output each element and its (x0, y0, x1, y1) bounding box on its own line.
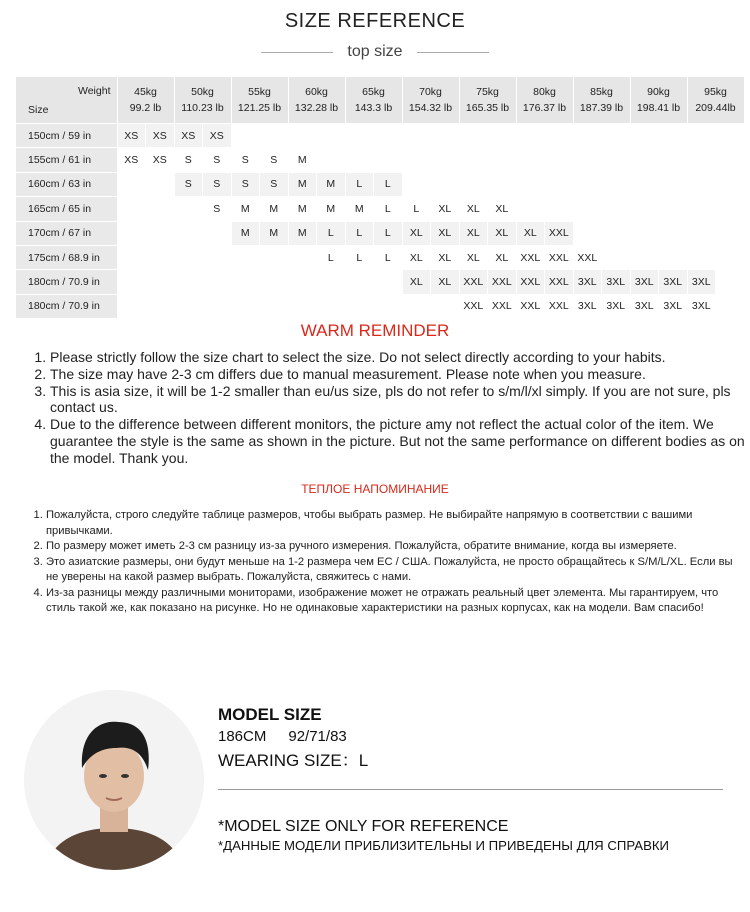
size-cell (231, 124, 260, 148)
size-cell: S (231, 172, 260, 196)
weight-lb: 143.3 lb (354, 102, 393, 114)
size-cell: XL (516, 221, 545, 245)
reminder-item: 1. Please strictly follow the size chart to select the size. Do not select directly according to your habits. (50, 349, 750, 366)
size-cell (288, 245, 317, 269)
size-cell (174, 270, 203, 294)
size-cell: S (174, 148, 203, 172)
size-cell (659, 148, 688, 172)
size-cell: L (345, 221, 374, 245)
model-height: 186CM (218, 728, 267, 745)
size-cell: L (374, 197, 403, 221)
size-cell (545, 197, 574, 221)
size-cell: XL (431, 221, 460, 245)
size-cell: M (231, 221, 260, 245)
size-cell: XS (146, 148, 175, 172)
size-cell (602, 124, 631, 148)
model-note-ru: *ДАННЫЕ МОДЕЛИ ПРИБЛИЗИТЕЛЬНЫ И ПРИВЕДЕНЫ ДЛЯ СПРАВКИ (218, 838, 670, 853)
size-cell: XL (431, 245, 460, 269)
size-cell: M (288, 221, 317, 245)
size-cell (573, 221, 602, 245)
table-row (16, 270, 744, 294)
size-cell (602, 148, 631, 172)
reminder-item: 3. This is asia size, it will be 1-2 smaller than eu/us size, pls do not refer to s/m/l/xl simply. If you are not sure, pls contact us. (50, 383, 750, 417)
size-cell (602, 197, 631, 221)
size-cell (345, 270, 374, 294)
size-cell (117, 294, 146, 318)
size-cell: XS (203, 124, 232, 148)
reminder-item: 2. The size may have 2-3 cm differs due to manual measurement. Please note when you measure. (50, 366, 750, 383)
page-title: SIZE REFERENCE (284, 10, 466, 32)
weight-kg: 90kg (647, 86, 670, 98)
size-cell: XL (459, 245, 488, 269)
size-cell (716, 245, 745, 269)
size-cell (402, 172, 431, 196)
weight-lb: 198.41 lb (636, 102, 681, 114)
weight-header (231, 77, 288, 124)
height-label: 175cm / 68.9 in (16, 245, 117, 269)
size-cell: XL (402, 270, 431, 294)
size-cell: 3XL (573, 270, 602, 294)
size-cell (288, 124, 317, 148)
size-cell: L (374, 221, 403, 245)
weight-kg: 95kg (704, 86, 727, 98)
reminder-item: 4. Due to the difference between different monitors, the picture amy not reflect the actual color of the item. We guarantee the style is the same as shown in the picture. But not the same performance on different bodies as on the model. Thank you. (50, 416, 750, 466)
size-cell: M (231, 197, 260, 221)
table-row (16, 124, 744, 148)
size-cell: XL (459, 197, 488, 221)
size-cell (260, 124, 289, 148)
subtitle-line-right (417, 52, 489, 53)
size-cell (288, 294, 317, 318)
size-cell (374, 124, 403, 148)
warm-reminder-title: WARM REMINDER (300, 321, 450, 340)
size-cell: S (174, 172, 203, 196)
height-label: 180cm / 70.9 in (16, 294, 117, 318)
size-cell: M (260, 221, 289, 245)
size-cell (345, 294, 374, 318)
size-cell (630, 172, 659, 196)
size-cell (545, 148, 574, 172)
size-cell: 3XL (602, 270, 631, 294)
size-cell: XXL (516, 294, 545, 318)
reminder-ru-item: 4. Из-за разницы между различными мониторами, изображение может не отражать реальный цвет элемента. Мы гарантируем, что стиль такой же, как показано на рисунке. Но не одинаковые характеристики на разных корпусах, как на модели. Вам спасибо! (46, 586, 746, 617)
size-cell (117, 197, 146, 221)
page-subtitle: top size (347, 43, 403, 60)
size-cell (687, 221, 716, 245)
height-label: 180cm / 70.9 in (16, 270, 117, 294)
size-cell (402, 124, 431, 148)
size-cell (687, 124, 716, 148)
size-cell (231, 294, 260, 318)
height-label: 170cm / 67 in (16, 221, 117, 245)
reminder-ru-item: 1. Пожалуйста, строго следуйте таблице размеров, чтобы выбрать размер. Не выбирайте напрямую в соответствии с вашими привычками. (46, 508, 746, 539)
weight-header (402, 77, 459, 124)
size-cell (716, 197, 745, 221)
size-cell (716, 172, 745, 196)
size-cell (716, 294, 745, 318)
size-cell (659, 221, 688, 245)
size-cell (231, 245, 260, 269)
table-row (16, 197, 744, 221)
weight-kg: 50kg (191, 86, 214, 98)
height-label: 165cm / 65 in (16, 197, 117, 221)
size-cell (431, 172, 460, 196)
size-cell (374, 294, 403, 318)
weight-lb: 99.2 lb (129, 102, 162, 114)
size-cell: XS (117, 148, 146, 172)
size-cell (716, 124, 745, 148)
size-cell: XXL (545, 294, 574, 318)
size-cell (459, 148, 488, 172)
weight-kg: 60kg (305, 86, 328, 98)
size-cell (687, 245, 716, 269)
size-cell (146, 294, 175, 318)
size-cell (716, 221, 745, 245)
weight-header (459, 77, 516, 124)
table-corner (16, 77, 117, 124)
size-cell: L (317, 245, 346, 269)
size-cell (231, 270, 260, 294)
weight-kg: 75kg (476, 86, 499, 98)
size-cell (630, 148, 659, 172)
size-cell: XL (488, 197, 517, 221)
size-cell: XL (459, 221, 488, 245)
size-cell: M (317, 172, 346, 196)
size-cell (174, 221, 203, 245)
table-row (16, 148, 744, 172)
weight-header (345, 77, 402, 124)
size-cell (146, 270, 175, 294)
size-cell (146, 221, 175, 245)
size-cell (573, 148, 602, 172)
size-cell: S (231, 148, 260, 172)
model-measurements-line (218, 728, 347, 745)
size-cell (488, 148, 517, 172)
weight-lb: 121.25 lb (237, 102, 282, 114)
reminder-ru-item: 3. Это азиатские размеры, они будут меньше на 1-2 размера чем ЕС / США. Пожалуйста, не просто обращайтесь к S/M/L/XL. Если вы не уверены на какой размер выбрать. Пожалуйста, свяжитесь с нами. (46, 555, 746, 586)
size-cell: XXL (488, 270, 517, 294)
weight-header (687, 77, 744, 124)
size-cell: XXL (516, 270, 545, 294)
size-cell: XL (431, 270, 460, 294)
size-cell (687, 148, 716, 172)
size-cell (260, 294, 289, 318)
size-axis-label: Size (28, 104, 49, 116)
divider (218, 789, 723, 790)
subtitle-row (0, 42, 750, 62)
weight-lb: 165.35 lb (465, 102, 510, 114)
size-cell: S (260, 172, 289, 196)
size-cell (146, 197, 175, 221)
size-cell: 3XL (687, 294, 716, 318)
size-cell (317, 270, 346, 294)
size-cell: 3XL (659, 270, 688, 294)
size-cell (345, 124, 374, 148)
size-cell: 3XL (630, 294, 659, 318)
reminder-ru-item: 2. По размеру может иметь 2-3 см разницу из-за ручного измерения. Пожалуйста, обратите внимание, когда вы измеряете. (46, 539, 746, 555)
size-cell (345, 148, 374, 172)
size-cell: L (317, 221, 346, 245)
height-label: 150cm / 59 in (16, 124, 117, 148)
size-cell (117, 270, 146, 294)
height-label: 155cm / 61 in (16, 148, 117, 172)
size-cell (687, 197, 716, 221)
size-cell: XS (117, 124, 146, 148)
size-cell (174, 294, 203, 318)
size-cell (659, 245, 688, 269)
size-cell (260, 270, 289, 294)
size-cell (630, 221, 659, 245)
size-cell: XL (402, 221, 431, 245)
size-cell (374, 148, 403, 172)
size-cell (602, 172, 631, 196)
size-cell (146, 172, 175, 196)
size-cell: XL (488, 245, 517, 269)
size-cell: L (374, 172, 403, 196)
size-cell (459, 124, 488, 148)
weight-kg: 80kg (533, 86, 556, 98)
size-cell (431, 294, 460, 318)
size-cell: XL (402, 245, 431, 269)
height-label: 160cm / 63 in (16, 172, 117, 196)
size-cell: XS (174, 124, 203, 148)
size-cell (260, 245, 289, 269)
size-cell (630, 197, 659, 221)
size-cell (659, 197, 688, 221)
size-cell (203, 221, 232, 245)
size-cell (288, 270, 317, 294)
weight-lb: 187.39 lb (579, 102, 624, 114)
size-cell: XXL (488, 294, 517, 318)
weight-kg: 45kg (134, 86, 157, 98)
table-row (16, 172, 744, 196)
table-row (16, 294, 744, 318)
size-cell (573, 197, 602, 221)
table-row (16, 245, 744, 269)
size-cell: XL (488, 221, 517, 245)
size-cell (431, 148, 460, 172)
size-cell (602, 245, 631, 269)
model-portrait-icon (24, 690, 204, 870)
size-cell: XL (431, 197, 460, 221)
size-cell (146, 245, 175, 269)
size-cell: 3XL (630, 270, 659, 294)
size-cell (687, 172, 716, 196)
table-row (16, 221, 744, 245)
size-cell (488, 172, 517, 196)
size-cell: XXL (545, 270, 574, 294)
size-cell (545, 124, 574, 148)
size-table (16, 77, 745, 319)
warm-reminder-ru-list (30, 508, 746, 617)
weight-header (630, 77, 687, 124)
size-cell: M (345, 197, 374, 221)
size-cell (203, 245, 232, 269)
warm-reminder-list (32, 349, 750, 467)
weight-kg: 70kg (419, 86, 442, 98)
size-table-header (16, 77, 744, 124)
weight-lb: 110.23 lb (181, 102, 224, 114)
size-cell (459, 172, 488, 196)
size-cell (402, 294, 431, 318)
model-note-en: *MODEL SIZE ONLY FOR REFERENCE (218, 818, 509, 835)
size-cell (545, 172, 574, 196)
weight-lb: 132.28 lb (294, 102, 339, 114)
size-cell (516, 148, 545, 172)
size-cell (716, 270, 745, 294)
weight-lb: 154.32 lb (408, 102, 453, 114)
size-cell (488, 124, 517, 148)
weight-header (573, 77, 630, 124)
size-cell (573, 124, 602, 148)
size-cell (317, 148, 346, 172)
size-cell (174, 245, 203, 269)
model-size-title: MODEL SIZE (218, 705, 322, 724)
size-cell: 3XL (602, 294, 631, 318)
size-cell: XS (146, 124, 175, 148)
size-cell (402, 148, 431, 172)
size-cell (630, 245, 659, 269)
size-cell (117, 245, 146, 269)
size-cell (516, 172, 545, 196)
size-cell: L (345, 172, 374, 196)
size-cell: L (345, 245, 374, 269)
size-cell (317, 124, 346, 148)
size-cell (516, 197, 545, 221)
size-cell: XXL (545, 221, 574, 245)
weight-lb: 176.37 lb (522, 102, 567, 114)
size-cell: 3XL (659, 294, 688, 318)
size-cell (630, 124, 659, 148)
size-cell: XXL (459, 270, 488, 294)
size-cell: XXL (573, 245, 602, 269)
size-cell: S (203, 197, 232, 221)
subtitle-line-left (261, 52, 333, 53)
size-cell (659, 124, 688, 148)
size-cell: XXL (459, 294, 488, 318)
size-cell (573, 172, 602, 196)
weight-header (117, 77, 174, 124)
size-cell (602, 221, 631, 245)
size-cell: M (288, 148, 317, 172)
size-cell (374, 270, 403, 294)
size-cell (659, 172, 688, 196)
weight-kg: 55kg (248, 86, 271, 98)
size-cell: 3XL (573, 294, 602, 318)
weight-header (174, 77, 231, 124)
size-cell (117, 172, 146, 196)
weight-kg: 65kg (362, 86, 385, 98)
size-cell (431, 124, 460, 148)
size-cell (317, 294, 346, 318)
warm-reminder-ru-title: ТЕПЛОЕ НАПОМИНАНИЕ (301, 482, 449, 496)
size-cell (117, 221, 146, 245)
size-cell: L (402, 197, 431, 221)
size-cell (174, 197, 203, 221)
size-cell: S (203, 148, 232, 172)
size-cell: XXL (545, 245, 574, 269)
size-cell: M (260, 197, 289, 221)
weight-axis-label: Weight (78, 85, 111, 97)
size-cell (716, 148, 745, 172)
size-cell: XXL (516, 245, 545, 269)
size-cell: 3XL (687, 270, 716, 294)
model-wearing-size: WEARING SIZE：L (218, 751, 369, 770)
size-cell: M (288, 197, 317, 221)
size-cell (203, 270, 232, 294)
size-cell: M (317, 197, 346, 221)
weight-header (288, 77, 345, 124)
size-cell: M (288, 172, 317, 196)
model-photo (24, 690, 204, 870)
size-cell (203, 294, 232, 318)
size-cell (516, 124, 545, 148)
model-measurements: 92/71/83 (288, 728, 347, 745)
size-cell: L (374, 245, 403, 269)
size-cell: S (203, 172, 232, 196)
weight-header (516, 77, 573, 124)
size-cell: S (260, 148, 289, 172)
weight-lb: 209.44lb (695, 102, 736, 114)
weight-kg: 85kg (590, 86, 613, 98)
